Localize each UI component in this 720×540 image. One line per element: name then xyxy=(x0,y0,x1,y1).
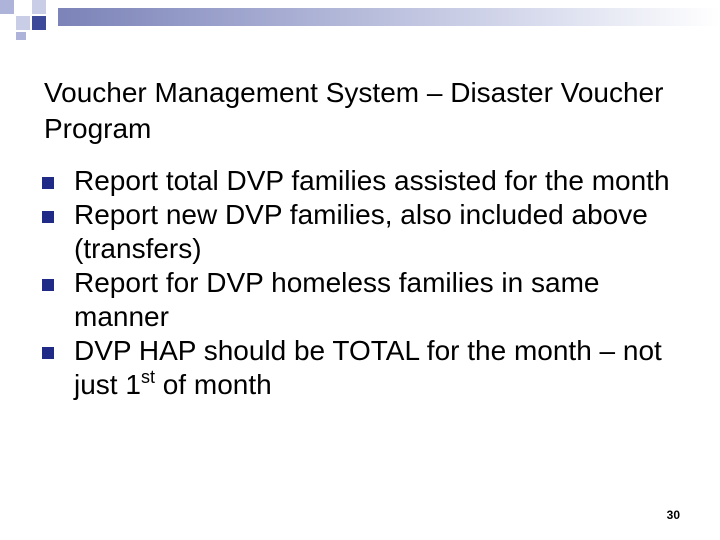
deco-square xyxy=(32,16,46,30)
bullet-text: Report new DVP families, also included above (transfers) xyxy=(74,199,648,264)
bullet-text xyxy=(74,335,662,400)
deco-square xyxy=(16,0,30,14)
deco-square xyxy=(32,0,46,14)
bullet-text: Report for DVP homeless families in same manner xyxy=(74,267,600,332)
square-bullet-icon xyxy=(42,177,54,189)
bullet-item xyxy=(40,198,680,266)
header-gradient-bar xyxy=(58,8,720,26)
bullet-text-end: of month xyxy=(154,369,272,400)
square-bullet-icon xyxy=(42,211,54,223)
bullet-item xyxy=(40,266,680,334)
bullet-item xyxy=(40,164,680,198)
deco-square xyxy=(16,16,30,30)
bullet-item xyxy=(40,334,680,402)
bullet-text: Report total DVP families assisted for the month xyxy=(74,165,670,196)
page-number: 30 xyxy=(666,508,680,522)
deco-square xyxy=(16,32,26,40)
deco-square xyxy=(0,0,14,14)
bullet-list xyxy=(40,164,680,402)
square-bullet-icon xyxy=(42,347,54,359)
slide-title: Voucher Management System – Disaster Voucher Program xyxy=(44,76,664,144)
deco-square xyxy=(0,16,14,30)
ordinal-suffix: st xyxy=(140,367,155,387)
decorative-header xyxy=(0,0,720,40)
bullet-text-main: DVP HAP should be TOTAL for the month – not just 1 xyxy=(74,335,662,400)
square-bullet-icon xyxy=(42,279,54,291)
